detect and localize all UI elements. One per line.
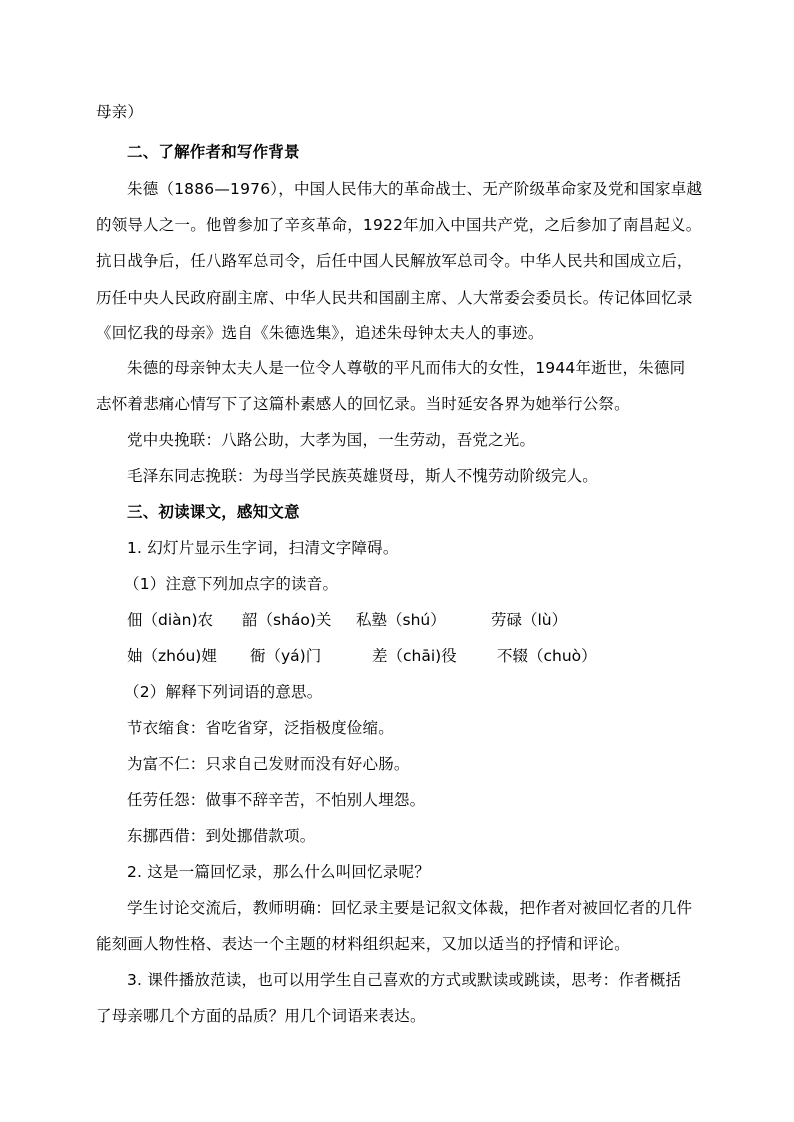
text-line: （1）注意下列加点字的读音。 — [124, 575, 339, 593]
text-line: 毛泽东同志挽联：为母当学民族英雄贤母，斯人不愧劳动阶级完人。 — [127, 467, 599, 485]
pronunciation-item: 韶（sháo)关 — [242, 611, 332, 629]
text-line: 为富不仁：只求自己发财而没有好心肠。 — [127, 755, 410, 773]
text-line: 党中央挽联：八路公助，大孝为国，一生劳动，吾党之光。 — [127, 431, 536, 449]
pronunciation-item: 衙（yá)门 — [250, 647, 322, 665]
text-line: （2）解释下列词语的意思。 — [124, 683, 323, 701]
text-line: 节衣缩食：省吃省穿，泛指极度俭缩。 — [127, 719, 394, 737]
pronunciation-row — [127, 646, 727, 666]
text-line: 抗日战争后，任八路军总司令，后任中国人民解放军总司令。中华人民共和国成立后， — [96, 252, 693, 270]
text-line: 1. 幻灯片显示生字词，扫清文字障碍。 — [127, 539, 399, 557]
text-line: 历任中央人民政府副主席、中华人民共和国副主席、人大常委会委员长。传记体回忆录 — [96, 289, 693, 307]
section-heading: 三、初读课文，感知文意 — [127, 503, 300, 521]
pronunciation-item: 差（chāi)役 — [372, 647, 457, 665]
text-line: 的领导人之一。他曾参加了辛亥革命，1922年加入中国共产党，之后参加了南昌起义。 — [96, 216, 702, 234]
pronunciation-item: 不辍（chuò） — [497, 647, 597, 665]
pronunciation-item: 劳碌（lù） — [491, 611, 568, 629]
text-line: 了母亲哪几个方面的品质？用几个词语来表达。 — [96, 1007, 426, 1025]
text-line: 志怀着悲痛心情写下了这篇朴素感人的回忆录。当时延安各界为她举行公祭。 — [96, 395, 630, 413]
pronunciation-item: 佃（diàn)农 — [127, 611, 214, 629]
section-heading: 二、了解作者和写作背景 — [127, 143, 300, 161]
text-line: 3. 课件播放范读，也可以用学生自己喜欢的方式或默读或跳读，思考：作者概括 — [127, 971, 682, 989]
text-line: 母亲） — [96, 103, 144, 121]
text-line: 学生讨论交流后，教师明确：回忆录主要是记叙文体裁，把作者对被回忆者的几件 — [127, 899, 693, 917]
text-line: 《回忆我的母亲》选自《朱德选集》，追述朱母钟太夫人的事迹。 — [96, 324, 544, 342]
text-line: 任劳任怨：做事不辞辛苦，不怕别人埋怨。 — [127, 791, 426, 809]
text-line: 能刻画人物性格、表达一个主题的材料组织起来，又加以适当的抒情和评论。 — [96, 935, 630, 953]
text-line: 2. 这是一篇回忆录，那么什么叫回忆录呢？ — [127, 863, 430, 881]
pronunciation-item: 私塾（shú） — [356, 611, 446, 629]
text-line: 东挪西借：到处挪借款项。 — [127, 827, 316, 845]
text-line: 朱德（1886—1976），中国人民伟大的革命战士、无产阶级革命家及党和国家卓越 — [127, 180, 703, 198]
pronunciation-item: 妯（zhóu)娌 — [127, 647, 217, 665]
pronunciation-row — [127, 610, 727, 630]
text-line: 朱德的母亲钟太夫人是一位令人尊敬的平凡而伟大的女性，1944年逝世，朱德同 — [127, 359, 686, 377]
